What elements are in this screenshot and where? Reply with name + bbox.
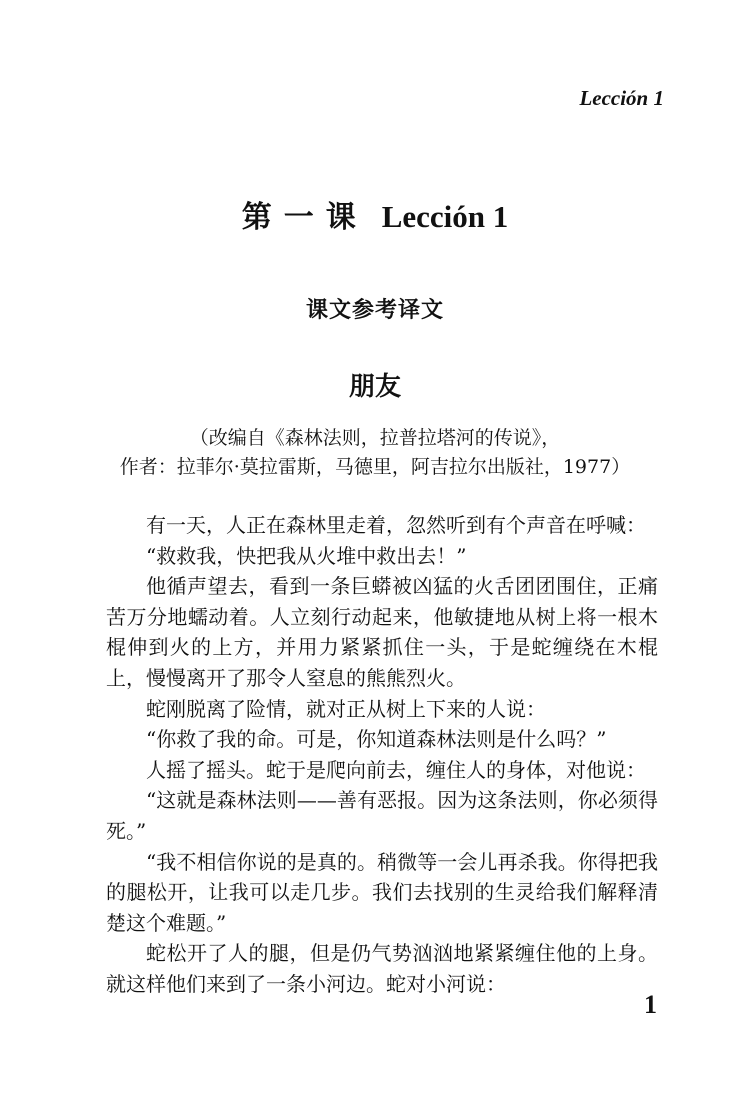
story-title: 朋友 bbox=[348, 372, 401, 402]
paragraph: 他循声望去，看到一条巨蟒被凶猛的火舌团团围住，正痛苦万分地蠕动着。人立刻行动起来，他敏捷地从树上将一根木棍伸到火的上方，并用力紧紧抓住一头，于是蛇缠绕在木棍上，慢慢离开了那令人窒息的熊熊烈火。 bbox=[106, 574, 658, 690]
source-line-2: 作者：拉菲尔·莫拉雷斯，马德里，阿吉拉尔出版社，1977） bbox=[119, 456, 631, 478]
chapter-title bbox=[0, 192, 750, 236]
paragraph: “救救我，快把我从火堆中救出去！” bbox=[146, 543, 467, 568]
source-citation bbox=[0, 424, 750, 482]
paragraph: 有一天，人正在森林里走着，忽然听到有个声音在呼喊： bbox=[146, 513, 646, 537]
page-number: 1 bbox=[644, 990, 657, 1019]
chapter-title-chinese: 第一课 bbox=[241, 200, 368, 235]
source-line-1: （改编自《森林法则，拉普拉塔河的传说》， bbox=[189, 427, 561, 449]
paragraph: “你救了我的命。可是，你知道森林法则是什么吗？” bbox=[146, 727, 607, 752]
paragraph: 人摇了摇头。蛇于是爬向前去，缠住人的身体，对他说： bbox=[146, 757, 646, 782]
paragraph: “我不相信你说的是真的。稍微等一会儿再杀我。你得把我的腿松开，让我可以走几步。我们去找别的生灵给我们解释清楚这个难题。” bbox=[106, 849, 658, 935]
body-text bbox=[106, 510, 658, 1000]
section-heading: 课文参考译文 bbox=[305, 298, 444, 323]
paragraph: “这就是森林法则——善有恶报。因为这条法则，你必须得死。” bbox=[106, 788, 658, 843]
paragraph: 蛇松开了人的腿，但是仍气势汹汹地紧紧缠住他的上身。就这样他们来到了一条小河边。蛇对小河说： bbox=[106, 941, 658, 996]
running-header: Lección 1 bbox=[579, 86, 664, 110]
paragraph: 蛇刚脱离了险情，就对正从树上下来的人说： bbox=[146, 696, 546, 721]
chapter-title-spanish: Lección 1 bbox=[381, 199, 509, 234]
